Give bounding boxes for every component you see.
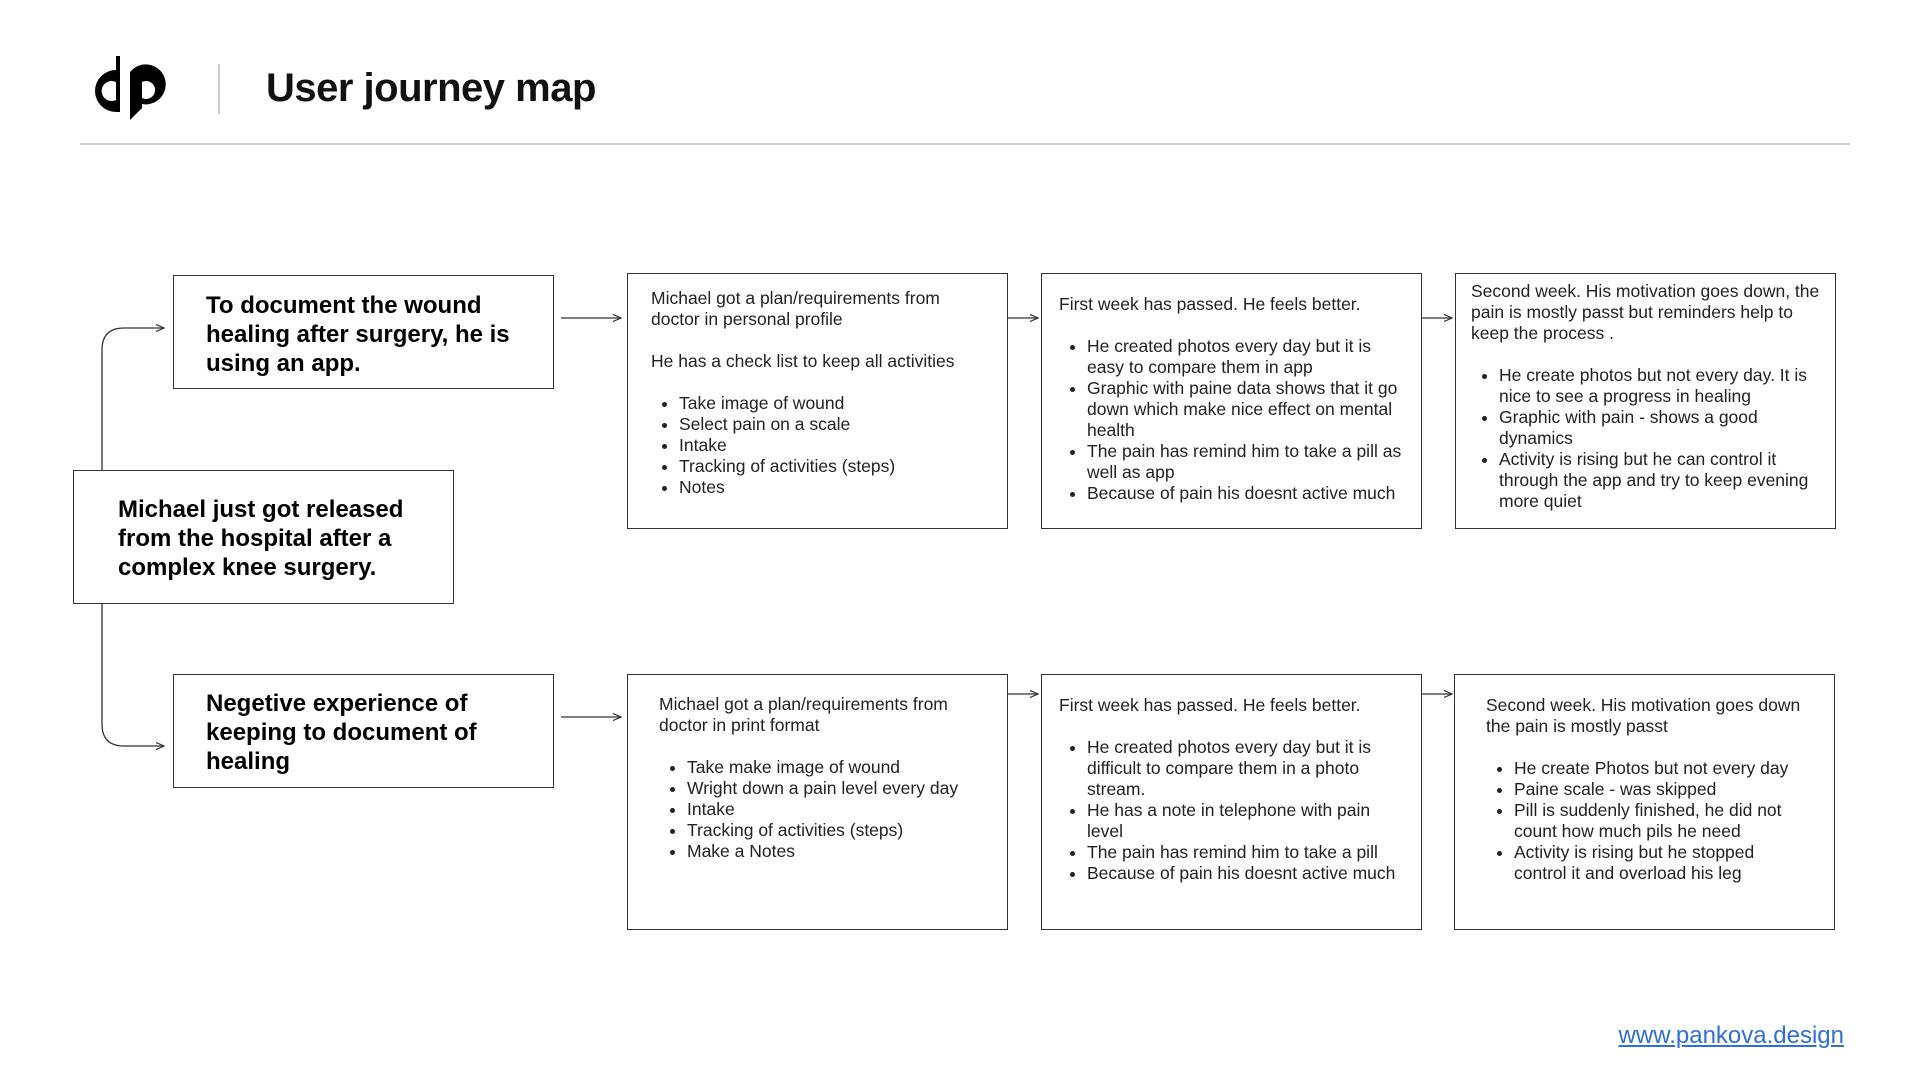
negative-step-1-list xyxy=(659,757,991,862)
positive-step-3-list xyxy=(1471,365,1821,512)
list-item: • Intake xyxy=(679,435,991,456)
negative-step-3-list xyxy=(1486,758,1804,884)
positive-step-1-sub: He has a check list to keep all activities xyxy=(651,351,955,371)
negative-step-3 xyxy=(1454,674,1835,930)
list-item: • He create Photos but not every day xyxy=(1514,758,1804,779)
list-item: • Intake xyxy=(687,799,991,820)
positive-step-2-intro: First week has passed. He feels better. xyxy=(1059,294,1361,314)
list-item: • Take make image of wound xyxy=(687,757,991,778)
negative-step-2-list xyxy=(1059,737,1405,884)
dp-logo-icon xyxy=(86,52,172,120)
positive-step-2 xyxy=(1041,273,1422,529)
list-item: • Graphic with pain - shows a good dynamics xyxy=(1499,407,1821,449)
list-item: • Make a Notes xyxy=(687,841,991,862)
start-node xyxy=(73,470,454,604)
list-item: • He created photos every day but it is easy to compare them in app xyxy=(1087,336,1405,378)
list-item: • Graphic with paine data shows that it go down which make nice effect on mental health xyxy=(1087,378,1405,441)
list-item: • Because of pain his doesnt active much xyxy=(1087,483,1405,504)
positive-step-3-intro: Second week. His motivation goes down, the pain is mostly passt but reminders help to keep the process . xyxy=(1471,281,1820,343)
page-title: User journey map xyxy=(266,66,596,110)
list-item: • Because of pain his doesnt active much xyxy=(1087,863,1405,884)
start-text: Michael just got released from the hospital after a complex knee surgery. xyxy=(118,496,404,581)
negative-step-3-intro: Second week. His motivation goes down the pain is mostly passt xyxy=(1486,695,1801,736)
list-item: • Select pain on a scale xyxy=(679,414,991,435)
list-item: • Tracking of activities (steps) xyxy=(679,456,991,477)
positive-step-1 xyxy=(627,273,1008,529)
positive-scenario-text: To document the wound healing after surgery, he is using an app. xyxy=(206,292,510,377)
negative-scenario-node xyxy=(173,674,554,788)
list-item: • He has a note in telephone with pain level xyxy=(1087,800,1405,842)
positive-scenario-node xyxy=(173,275,554,389)
positive-step-1-intro: Michael got a plan/requirements from doctor in personal profile xyxy=(651,288,940,329)
list-item: • Wright down a pain level every day xyxy=(687,778,991,799)
website-link[interactable]: www.pankova.design xyxy=(1618,1022,1844,1049)
positive-step-1-list xyxy=(651,393,991,498)
list-item: • Paine scale - was skipped xyxy=(1514,779,1804,800)
negative-step-1-intro: Michael got a plan/requirements from doctor in print format xyxy=(659,694,948,735)
header-divider xyxy=(218,64,220,114)
list-item: • Activity is rising but he stopped control it and overload his leg xyxy=(1514,842,1804,884)
list-item: • Tracking of activities (steps) xyxy=(687,820,991,841)
negative-step-2-intro: First week has passed. He feels better. xyxy=(1059,695,1361,715)
list-item: • Take image of wound xyxy=(679,393,991,414)
list-item: • Pill is suddenly finished, he did not count how much pils he need xyxy=(1514,800,1804,842)
header-rule xyxy=(80,143,1850,145)
negative-step-1 xyxy=(627,674,1008,930)
list-item: • He created photos every day but it is difficult to compare them in a photo stream. xyxy=(1087,737,1405,800)
negative-scenario-text: Negetive experience of keeping to document of healing xyxy=(206,690,477,775)
list-item: • The pain has remind him to take a pill as well as app xyxy=(1087,441,1405,483)
list-item: • Notes xyxy=(679,477,991,498)
positive-step-2-list xyxy=(1059,336,1405,504)
list-item: • He create photos but not every day. It is nice to see a progress in healing xyxy=(1499,365,1821,407)
positive-step-3 xyxy=(1455,273,1836,529)
list-item: • Activity is rising but he can control it through the app and try to keep evening more quiet xyxy=(1499,449,1821,512)
negative-step-2 xyxy=(1041,674,1422,930)
list-item: • The pain has remind him to take a pill xyxy=(1087,842,1405,863)
